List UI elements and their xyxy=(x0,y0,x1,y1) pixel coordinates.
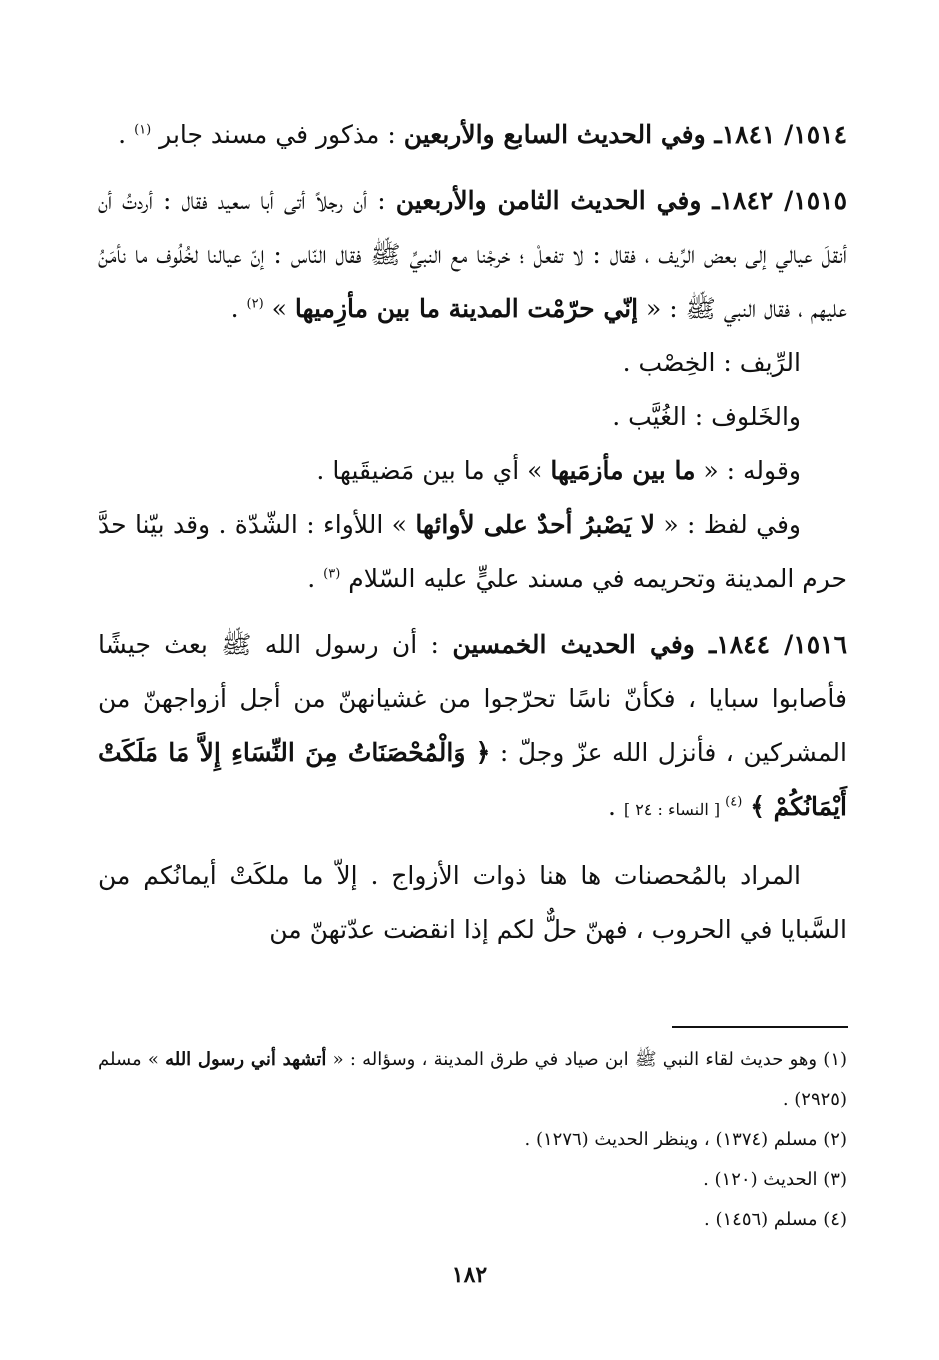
footnote-2: (٢) مسلم (١٣٧٤) ، وينظر الحديث (١٢٧٦) . xyxy=(524,1129,847,1150)
hadith-1515: ١٥١٥/ ١٨٤٢ـ وفي الحديث الثامن والأربعين : أن رجلاً أتى أبا سعيد فقال : أردتُ أن أنقلَ عيالي إلى بعض الرِّيف ، فقال : لا تفعلْ ؛ خرجْنا مع النبيِّ ﷺ فقال النّاس : إنّ عيالنا لخُلُوف ما نأمَنُ عليهم ، فقال النبي ﷺ : « إنّي حرّمْت المدينة ما بين مأزِميها » $^{(٢)}$ . xyxy=(98,186,847,323)
footnote-ref: (٢) xyxy=(246,296,264,312)
footnote-ref: (٤) xyxy=(725,794,743,810)
commentary-paragraph: المراد بالمُحصنات ها هنا ذوات الأزواج . إلاّ ما ملكَتْ أيمانُكم من السَّبايا في الحروب ، فهنّ حلٌّ لكم إذا انقضت عدّتهنّ من xyxy=(98,861,847,944)
footnote-3: (٣) الحديث (١٢٠) . xyxy=(703,1169,847,1190)
hadith-heading: ـ وفي الحديث الخمسين xyxy=(452,630,717,659)
gloss-rif: الرِّيف : الخِصْب . xyxy=(622,348,801,377)
hadith-number: ١٥١٤/ ١٨٤١ xyxy=(721,120,847,149)
hadith-number: ١٥١٥/ ١٨٤٢ xyxy=(719,186,847,215)
hadith-heading: ـ وفي الحديث السابع والأربعين xyxy=(403,120,722,149)
verse-reference: [ النساء : ٢٤ ] xyxy=(623,800,726,819)
gloss-qawluhu: وقوله : « ما بين مأزمَيها » أي ما بين مَضيقَيها . xyxy=(316,456,801,485)
hadith-body: : أن رسول الله ﷺ بعث جيشًا فأصابوا سبايا ، فكأنّ ناسًا تحرّجوا من غشيانهنّ من أجل أزواجهنّ من المشركين ، فأنزل الله عزّ وجلّ : xyxy=(98,630,847,767)
gloss-lafz: وفي لفظ : « لا يَصْبرُ أحدٌ على لأوائها » اللأواء : الشّدّة . وقد بيّنا حدَّ حرم المدينة وتحريمه في مسند عليٍّ عليه السّلام $^{(٣)}$ . xyxy=(98,510,847,593)
hadith-1516: ١٥١٦/ ١٨٤٤ـ وفي الحديث الخمسين : أن رسول الله ﷺ بعث جيشًا فأصابوا سبايا ، فكأنّ ناسًا تحرّجوا من غشيانهنّ من أجل أزواجهنّ من المشركين ، فأنزل الله عزّ وجلّ : ﴿ وَالْمُحْصَنَاتُ مِنَ النِّسَاءِ إِلاَّ مَا مَلَكَتْ أَيْمَانُكُمْ ﴾ $^{(٤)}$ [ النساء : ٢٤ ] . xyxy=(98,630,847,821)
hadith-1514: ١٥١٤/ ١٨٤١ـ وفي الحديث السابع والأربعين : مذكور في مسند جابر $^{(١)}$ . xyxy=(118,120,847,149)
footnote-1: (١) وهو حديث لقاء النبي ﷺ ابن صياد في طرق المدينة ، وسؤاله : « أتشهد أني رسول الله » مسلم (٢٩٢٥) . xyxy=(98,1049,848,1110)
footnote-divider xyxy=(672,1026,848,1028)
hadith-heading: ـ وفي الحديث الثامن والأربعين xyxy=(395,186,720,215)
hadith-body: : مذكور في مسند جابر xyxy=(159,120,404,149)
footnotes xyxy=(98,1040,847,1240)
gloss-khaluf: والخَلوف : الغُيَّب . xyxy=(612,402,801,431)
hadith-body: : أن رجلاً أتى أبا سعيد فقال : أردتُ أن أنقلَ عيالي إلى بعض الرِّيف ، فقال : لا تفعلْ ؛ خرجْنا مع النبيِّ ﷺ فقال النّاس : إنّ عيالنا لخُلُوف ما نأمَنُ عليهم ، فقال النبي ﷺ : « xyxy=(98,186,847,323)
footnote-ref: (١) xyxy=(134,122,152,138)
page-number: ١٨٢ xyxy=(451,1262,488,1288)
quoted-phrase: ما بين مأزمَيها xyxy=(550,456,696,485)
footnote-4: (٤) مسلم (١٤٥٦) . xyxy=(704,1209,847,1230)
hadith-number: ١٥١٦/ ١٨٤٤ xyxy=(716,630,847,659)
quran-verse: ﴿ وَالْمُحْصَنَاتُ مِنَ النِّسَاءِ إِلاَّ مَا مَلَكَتْ أَيْمَانُكُمْ ﴾ xyxy=(98,738,847,821)
footnote-ref: (٣) xyxy=(323,566,341,582)
main-text xyxy=(98,108,847,957)
hadith-quote: إنّي حرّمْت المدينة ما بين مأزِميها xyxy=(294,294,639,323)
quoted-phrase: لا يَصْبرُ أحدٌ على لأوائها xyxy=(415,510,655,539)
